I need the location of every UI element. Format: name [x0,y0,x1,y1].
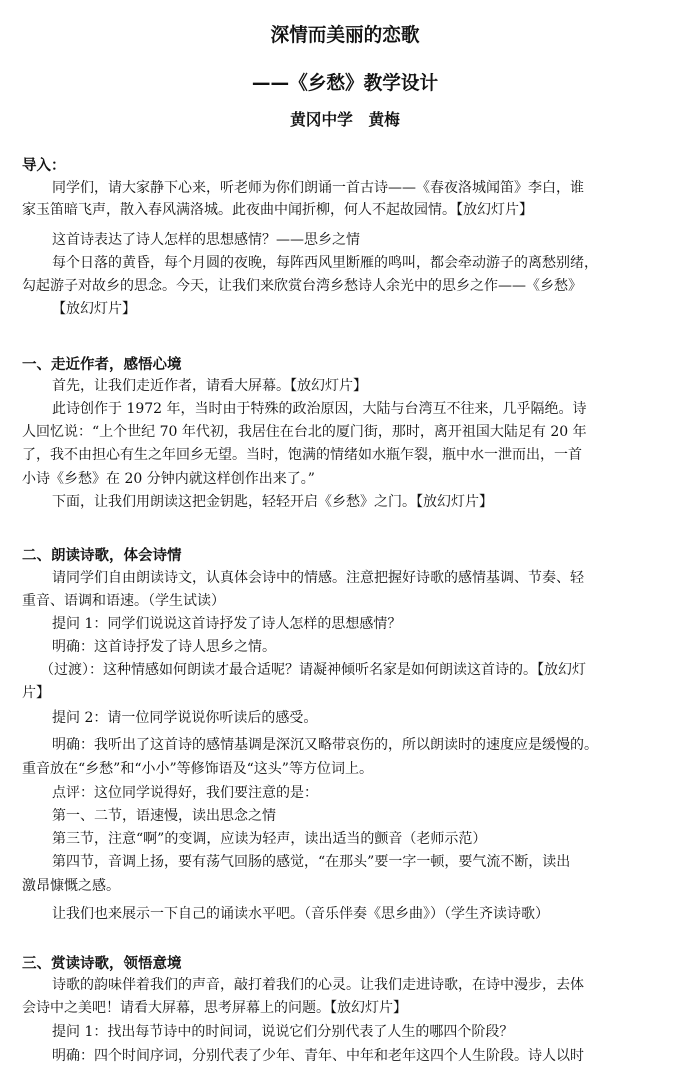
paragraph-line: 提问 1：同学们说说这首诗抒发了诗人怎样的思想感情？ [52,616,402,632]
intro-heading: 导入： [22,158,66,174]
paragraph-line: 了，我不由担心有生之年回乡无望。当时，饱满的情绪如水瓶乍裂，瓶中水一泄而出，一首 [22,447,582,463]
paragraph-line: 明确：四个时间序词，分别代表了少年、青年、中年和老年这四个人生阶段。诗人以时 [52,1048,584,1064]
section-heading: 二、朗读诗歌，体会诗情 [22,548,182,564]
paragraph-line: 首先，让我们走近作者，请看大屏幕。【放幻灯片】 [52,378,367,394]
paragraph-line: 明确：我听出了这首诗的感情基调是深沉又略带哀伤的，所以朗读时的速度应是缓慢的。 [52,737,598,753]
paragraph-line: 片】 [22,685,50,701]
paragraph-line: 激昂慷慨之感。 [22,878,120,894]
paragraph-line: 每个日落的黄昏，每个月圆的夜晚，每阵西风里断雁的鸣叫，都会牵动游子的离愁别绪， [52,255,598,271]
paragraph-line: 第三节，注意“啊”的变调，应读为轻声，读出适当的颤音（老师示范） [52,831,487,847]
paragraph-line: 第一、二节，语速慢，读出思念之情 [52,808,276,824]
paragraph-line: 提问 2：请一位同学说说你听读后的感受。 [52,710,318,726]
paragraph-line: 【放幻灯片】 [52,301,136,317]
paragraph-line: 提问 1：找出每节诗中的时间词，说说它们分别代表了人生的哪四个阶段？ [52,1024,514,1040]
paragraph-line: 请同学们自由朗读诗文，认真体会诗中的情感。注意把握好诗歌的感情基调、节奏、轻 [52,570,584,586]
paragraph-line: 重音放在“乡愁”和“小小”等修饰语及“这头”等方位词上。 [22,761,373,777]
paragraph-line: 下面，让我们用朗读这把金钥匙，轻轻开启《乡愁》之门。【放幻灯片】 [52,494,493,510]
paragraph-line: 会诗中之美吧！请看大屏幕，思考屏幕上的问题。【放幻灯片】 [22,1000,407,1016]
paragraph-line: 同学们，请大家静下心来，听老师为你们朗诵一首古诗——《春夜洛城闻笛》李白，谁 [52,180,584,196]
paragraph-line: 这首诗表达了诗人怎样的思想感情？——思乡之情 [52,232,360,248]
paragraph-line: 家玉笛暗飞声，散入春风满洛城。此夜曲中闻折柳，何人不起故园情。【放幻灯片】 [22,202,533,218]
paragraph-line: 点评：这位同学说得好，我们要注意的是： [52,785,318,801]
paragraph-line: 小诗《乡愁》在 20 分钟内就这样创作出来了。” [22,471,315,487]
document-title: 深情而美丽的恋歌 [270,24,420,46]
paragraph-line: 明确：这首诗抒发了诗人思乡之情。 [52,639,276,655]
document-author: 黄冈中学 黄梅 [290,110,400,129]
paragraph-line: 勾起游子对故乡的思念。今天，让我们来欣赏台湾乡愁诗人余光中的思乡之作——《乡愁》 [22,278,582,294]
section-heading: 一、走近作者，感悟心境 [22,357,182,373]
paragraph-line: 诗歌的韵味伴着我们的声音，敲打着我们的心灵。让我们走进诗歌，在诗中漫步，去体 [52,977,584,993]
document-subtitle: ——《乡愁》教学设计 [251,72,439,94]
paragraph-line: 第四节，音调上扬，要有荡气回肠的感觉，“在那头”要一字一顿，要气流不断，读出 [52,854,571,870]
section-heading: 三、赏读诗歌，领悟意境 [22,956,182,972]
paragraph-line: 此诗创作于 1972 年，当时由于特殊的政治原因，大陆与台湾互不往来，几乎隔绝。诗 [52,401,587,417]
paragraph-line: 人回忆说：“上个世纪 70 年代初，我居住在台北的厦门街，那时，离开祖国大陆足有 20 年 [22,424,587,440]
paragraph-line: 让我们也来展示一下自己的诵读水平吧。（音乐伴奏《思乡曲》）（学生齐读诗歌） [52,906,549,922]
paragraph-line: （过渡）：这种情感如何朗读才最合适呢？请凝神倾听名家是如何朗读这首诗的。【放幻灯 [40,662,586,678]
paragraph-line: 重音、语调和语速。（学生试读） [22,593,225,609]
